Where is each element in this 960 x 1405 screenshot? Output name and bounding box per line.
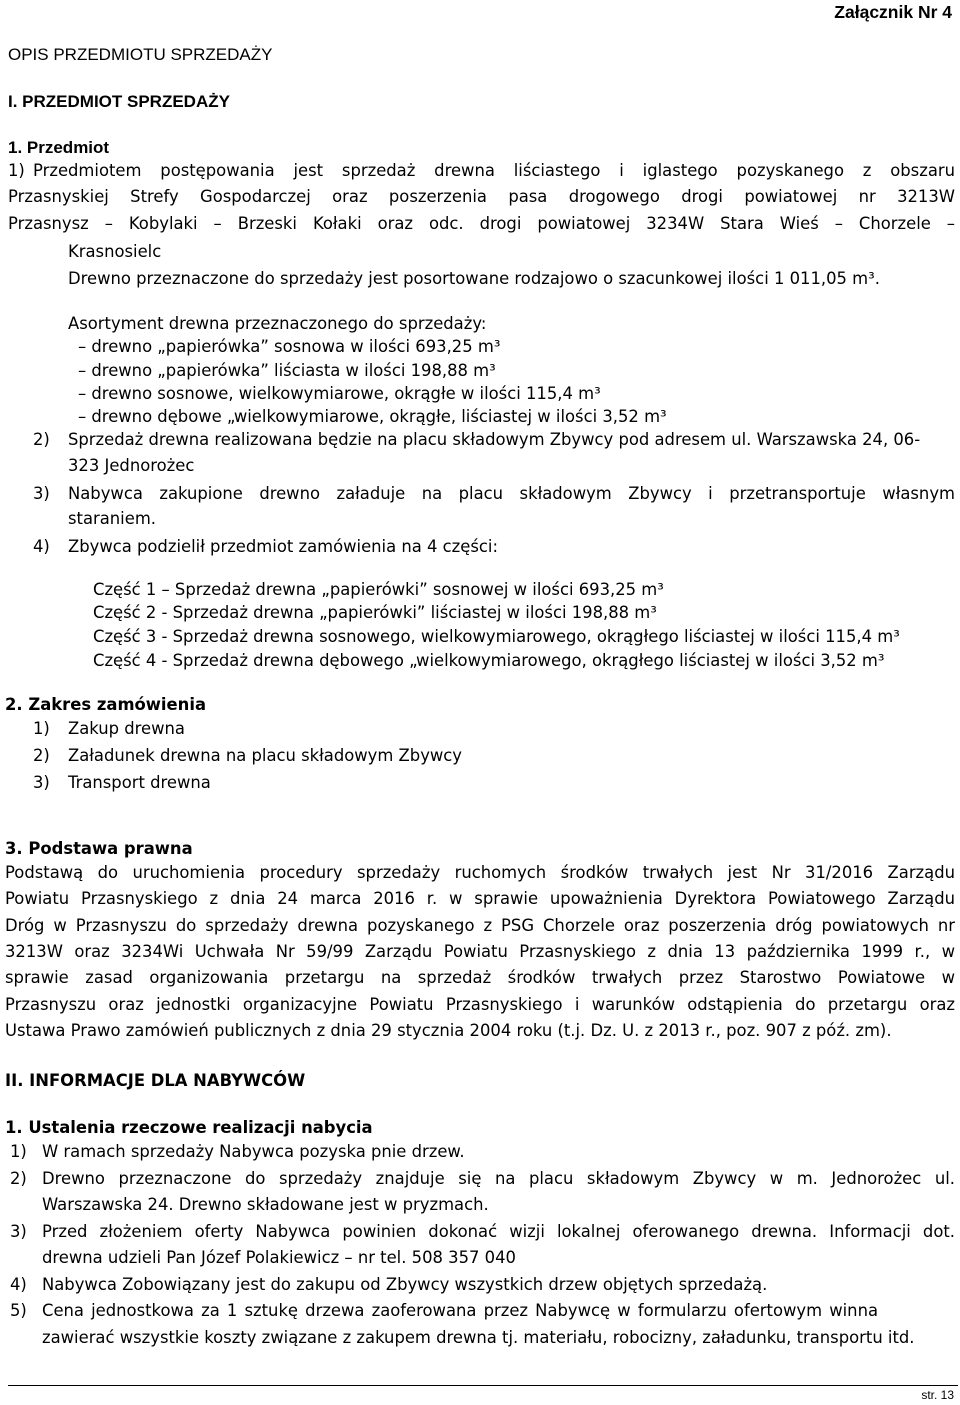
paragraph-line: Drewno przeznaczone do sprzedaży jest posortowane rodzajowo o szacunkowej ilości 1 011,05 m³.: [68, 269, 880, 288]
list-number: 2): [10, 1169, 27, 1188]
paragraph-line: Podstawą do uruchomienia procedury sprzedaży ruchomych środków trwałych jest Nr 31/2016 Zarządu: [5, 863, 955, 882]
part-item: Część 1 – Sprzedaż drewna „papierówki” sosnowej w ilości 693,25 m³: [93, 580, 664, 599]
paragraph-line: zawierać wszystkie koszty związane z zakupem drewna tj. materiału, robocizny, załadunku, transportu itd.: [42, 1328, 915, 1347]
list-item: Załadunek drewna na placu składowym Zbywcy: [68, 746, 463, 765]
paragraph-line: W ramach sprzedaży Nabywca pozyska pnie drzew.: [42, 1142, 465, 1161]
paragraph-line: Drewno przeznaczone do sprzedaży znajduje się na placu składowym Zbywcy w m. Jednorożec ul.: [42, 1169, 955, 1188]
heading-zakres: 2. Zakres zamówienia: [5, 695, 207, 714]
paragraph-line: Powiatu Przasnyskiego z dnia 24 marca 2016 r. w sprawie upoważnienia Dyrektora Powiatowego Zarządu: [5, 889, 955, 908]
document-title: OPIS PRZEDMIOTU SPRZEDAŻY: [8, 45, 273, 64]
list-number: 1): [10, 1142, 27, 1161]
paragraph-line: Nabywca zakupione drewno załaduje na placu składowym Zbywcy i przetransportuje własnym: [68, 484, 955, 503]
footer-rule: [8, 1385, 958, 1386]
paragraph-line: Przed złożeniem oferty Nabywca powinien dokonać wizji lokalnej oferowanego drewna. Informacji dot.: [42, 1222, 955, 1241]
annex-label: Załącznik Nr 4: [834, 2, 952, 22]
paragraph-line: Nabywca Zobowiązany jest do zakupu od Zbywcy wszystkich drzew objętych sprzedażą.: [42, 1275, 768, 1294]
assortment-item: – drewno sosnowe, wielkowymiarowe, okrągłe w ilości 115,4 m³: [78, 384, 601, 403]
heading-przedmiot: 1. Przedmiot: [8, 138, 110, 157]
list-item: Zakup drewna: [68, 719, 185, 738]
part-item: Część 4 - Sprzedaż drewna dębowego „wielkowymiarowego, okrągłego liściastej w ilości 3,52 m³: [93, 651, 885, 670]
paragraph-line: Warszawska 24. Drewno składowane jest w pryzmach.: [42, 1195, 489, 1214]
list-number: 1): [8, 161, 25, 180]
paragraph-line: Ustawa Prawo zamówień publicznych z dnia 29 stycznia 2004 roku (t.j. Dz. U. z 2013 r., poz. 907 z póź. zm).: [5, 1021, 892, 1040]
list-number: 2): [33, 430, 50, 449]
heading-podstawa: 3. Podstawa prawna: [5, 839, 193, 858]
paragraph-line: Krasnosielc: [68, 242, 162, 261]
part-item: Część 2 - Sprzedaż drewna „papierówki” liściastej w ilości 198,88 m³: [93, 603, 657, 622]
heading-ustalenia: 1. Ustalenia rzeczowe realizacji nabycia: [5, 1118, 373, 1137]
paragraph-line: staraniem.: [68, 509, 156, 528]
list-number: 2): [33, 746, 50, 765]
list-number: 3): [33, 773, 50, 792]
paragraph-line: Cena jednostkowa za 1 sztukę drzewa zaoferowana przez Nabywcę w formularzu ofertowym winna: [42, 1301, 878, 1320]
paragraph-line: sprawie zasad organizowania przetargu na sprzedaż środków trwałych przez Starostwo Powiatowe w: [5, 968, 955, 987]
paragraph-line: Przedmiotem postępowania jest sprzedaż drewna liściastego i iglastego pozyskanego z obszaru: [33, 161, 955, 180]
list-number: 3): [10, 1222, 27, 1241]
paragraph-line: Zbywca podzielił przedmiot zamówienia na 4 części:: [68, 537, 498, 556]
paragraph-line: Przasnyskiej Strefy Gospodarczej oraz poszerzenia pasa drogowego drogi powiatowej nr 3213W: [8, 187, 955, 206]
assortment-item: – drewno dębowe „wielkowymiarowe, okrągłe, liściastej w ilości 3,52 m³: [78, 407, 667, 426]
part-item: Część 3 - Sprzedaż drewna sosnowego, wielkowymiarowego, okrągłego liściastej w ilości 115,4 m³: [93, 627, 900, 646]
assortment-item: – drewno „papierówka” sosnowa w ilości 693,25 m³: [78, 337, 501, 356]
section-title-przedmiot-sprzedazy: I. PRZEDMIOT SPRZEDAŻY: [8, 92, 230, 111]
list-number: 4): [33, 537, 50, 556]
paragraph-line: Dróg w Przasnyszu do sprzedaży drewna pozyskanego z PSG Chorzele oraz poszerzenia dróg powiatowych nr: [5, 916, 955, 935]
paragraph-line: 3213W oraz 3234Wi Uchwała Nr 59/99 Zarządu Powiatu Przasnyskiego z dnia 13 października 1999 r., w: [5, 942, 955, 961]
paragraph-line: Przasnysz – Kobylaki – Brzeski Kołaki oraz odc. drogi powiatowej 3234W Stara Wieś – Chorzele –: [8, 214, 955, 233]
list-number: 4): [10, 1275, 27, 1294]
list-number: 3): [33, 484, 50, 503]
paragraph-line: 323 Jednorożec: [68, 456, 195, 475]
page-number: str. 13: [921, 1388, 954, 1402]
list-number: 5): [10, 1301, 27, 1320]
list-number: 1): [33, 719, 50, 738]
list-item: Transport drewna: [68, 773, 211, 792]
assortment-title: Asortyment drewna przeznaczonego do sprzedaży:: [68, 314, 487, 333]
paragraph-line: Sprzedaż drewna realizowana będzie na placu składowym Zbywcy pod adresem ul. Warszawska 24, 06-: [68, 430, 921, 449]
assortment-item: – drewno „papierówka” liściasta w ilości 198,88 m³: [78, 361, 496, 380]
paragraph-line: Przasnyszu oraz jednostki organizacyjne Powiatu Przasnyskiego i warunków odstąpienia do przetargu oraz: [5, 995, 955, 1014]
section-title-informacje: II. INFORMACJE DLA NABYWCÓW: [5, 1071, 306, 1090]
paragraph-line: drewna udzieli Pan Józef Polakiewicz – nr tel. 508 357 040: [42, 1248, 516, 1267]
